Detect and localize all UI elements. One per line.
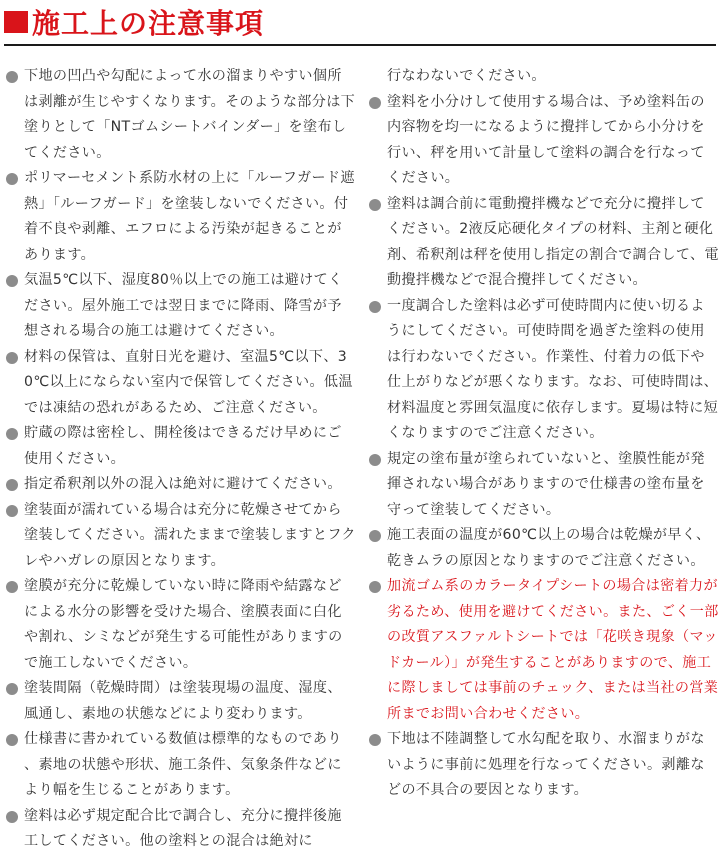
note-item xyxy=(6,804,356,855)
note-text: 塗料は調合前に電動攪拌機などで充分に攪拌してください。2液反応硬化タイプの材料、主剤と硬化剤、希釈剤は秤を使用し指定の割合で調合して、電動攪拌機などで混合攪拌してください。 xyxy=(387,195,719,288)
bullet-icon xyxy=(369,530,381,542)
note-text: 塗装面が濡れている場合は充分に乾燥させてから塗装してください。濡れたままで塗装しますとフクレやハガレの原因となります。 xyxy=(24,501,356,569)
notes-column-right xyxy=(369,64,719,804)
bullet-icon xyxy=(369,199,381,211)
note-item-warning xyxy=(369,574,719,727)
note-item xyxy=(6,64,356,166)
note-item xyxy=(6,268,356,345)
note-text: 塗料は必ず規定配合比で調合し、充分に攪拌後施工してください。他の塗料との混合は絶対に xyxy=(24,807,342,849)
note-text: 気温5℃以下、湿度80％以上での施工は避けてください。屋外施工では翌日までに降雨、降雪が予想される場合の施工は避けてください。 xyxy=(24,272,343,339)
bullet-icon xyxy=(369,301,381,313)
section-header xyxy=(4,4,716,46)
note-item xyxy=(369,90,719,192)
bullet-icon xyxy=(369,734,381,746)
note-text: 規定の塗布量が塗られていないと、塗膜性能が発揮されない場合がありますので仕様書の塗布量を守って塗装してください。 xyxy=(387,450,705,518)
bullet-icon xyxy=(6,683,18,695)
bullet-icon xyxy=(6,811,18,823)
note-text: ポリマーセメント系防水材の上に「ルーフガード遮熱」「ルーフガード」を塗装しないでください。付着不良や剥離、エフロによる汚染が起きることがあります。 xyxy=(24,170,355,263)
note-item xyxy=(369,447,719,524)
note-item xyxy=(6,574,356,676)
note-item xyxy=(6,345,356,422)
note-item xyxy=(6,472,356,498)
note-item xyxy=(369,294,719,447)
note-text: 塗装間隔（乾燥時間）は塗装現場の温度、湿度、風通し、素地の状態などにより変わります。 xyxy=(24,680,342,722)
note-item xyxy=(6,166,356,268)
bullet-icon xyxy=(369,97,381,109)
note-text: 行なわないでください。 xyxy=(387,68,546,84)
bullet-icon xyxy=(6,479,18,491)
note-text: 下地の凹凸や勾配によって水の溜まりやすい個所は剥離が生じやすくなります。そのような部分は下塗りとして「NTゴムシートバインダー」を塗布してください。 xyxy=(24,68,356,161)
notes-column-left xyxy=(6,64,356,855)
note-text: 下地は不陸調整して水勾配を取り、水溜まりがないように事前に処理を行なってください。剥離などの不具合の要因となります。 xyxy=(387,731,705,798)
bullet-icon xyxy=(6,505,18,517)
bullet-icon xyxy=(6,275,18,287)
note-item xyxy=(369,523,719,574)
bullet-icon xyxy=(6,352,18,364)
note-item xyxy=(6,676,356,727)
bullet-icon xyxy=(369,454,381,466)
bullet-icon xyxy=(6,71,18,83)
bullet-icon xyxy=(6,428,18,440)
note-text-warning: 加流ゴム系のカラータイプシートの場合は密着力が劣るため、使用を避けてください。また、ごく一部の改質アスファルトシートでは「花咲き現象（マッドカール）」が発生することがありますので、施工に際しましては事前のチェック、または当社の営業所までお問い合わせください。 xyxy=(387,578,719,722)
note-item xyxy=(369,192,719,294)
note-text: 仕様書に書かれている数値は標準的なものであり、素地の状態や形状、施工条件、気象条件などにより幅を生じることがあります。 xyxy=(24,731,342,798)
note-text: 貯蔵の際は密栓し、開栓後はできるだけ早めにご使用ください。 xyxy=(24,425,342,467)
note-text: 施工表面の温度が60℃以上の場合は乾燥が早く、乾きムラの原因となりますのでご注意ください。 xyxy=(387,527,711,569)
bullet-icon xyxy=(6,173,18,185)
note-text: 塗膜が充分に乾燥していない時に降雨や結露などによる水分の影響を受けた場合、塗膜表面に白化や割れ、シミなどが発生する可能性がありますので施工しないでください。 xyxy=(24,578,343,671)
note-text: 指定希釈剤以外の混入は絶対に避けてください。 xyxy=(24,476,342,492)
note-text: 塗料を小分けして使用する場合は、予め塗料缶の内容物を均一になるように攪拌してから小分けを行い、秤を用いて計量して塗料の調合を行なってください。 xyxy=(387,93,705,186)
note-text: 材料の保管は、直射日光を避け、室温5℃以下、30℃以上にならない室内で保管してください。低温では凍結の恐れがあるため、ご注意ください。 xyxy=(24,348,353,416)
title-marker xyxy=(4,11,28,33)
page-title: 施工上の注意事項 xyxy=(32,7,265,40)
bullet-icon xyxy=(6,581,18,593)
note-item xyxy=(6,498,356,575)
note-continuation xyxy=(369,64,719,90)
note-item xyxy=(369,727,719,804)
bullet-icon xyxy=(6,734,18,746)
bullet-icon xyxy=(369,581,381,593)
note-item xyxy=(6,727,356,804)
note-item xyxy=(6,421,356,472)
note-text: 一度調合した塗料は必ず可使時間内に使い切るようにしてください。可使時間を過ぎた塗料の使用は行わないでください。作業性、付着力の低下や仕上がりなどが悪くなります。なお、可使時間は、材料温度と雰囲気温度に依存します。夏場は特に短くなりますのでご注意ください。 xyxy=(387,297,719,441)
